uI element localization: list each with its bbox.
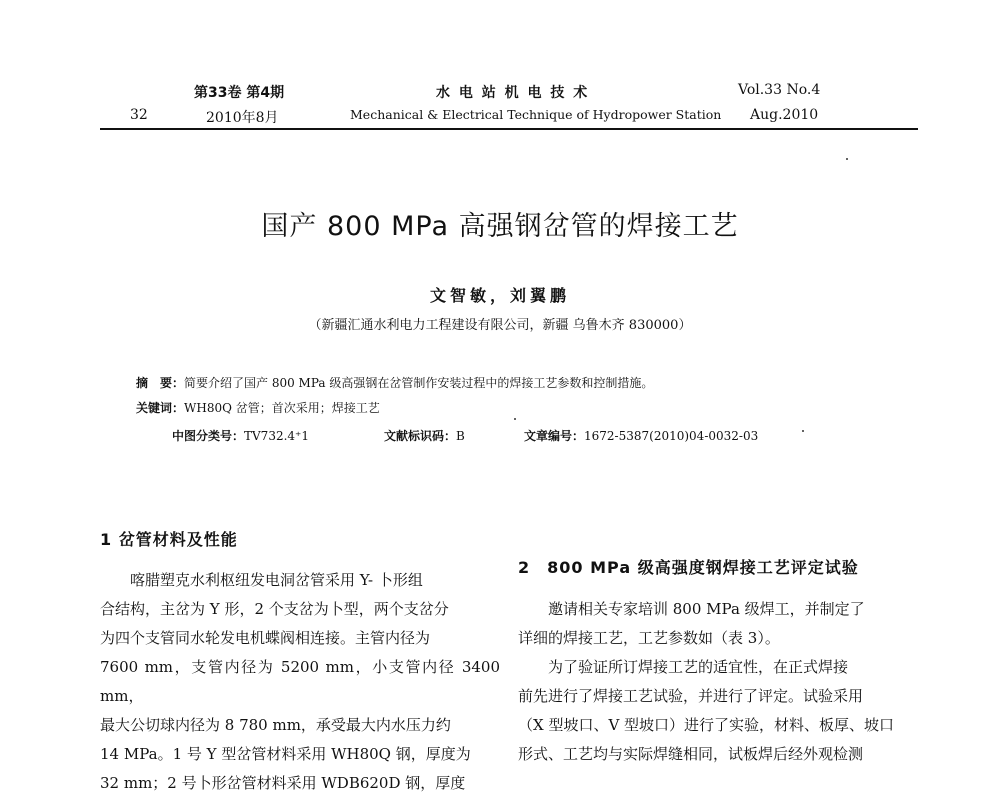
keywords-label: 关键词：	[136, 401, 185, 415]
body-line: 邀请相关专家培训 800 MPa 级焊工，并制定了	[548, 600, 865, 618]
abstract-label: 摘 要：	[136, 376, 185, 390]
body-line: 为四个支管同水轮发电机蝶阀相连接。主管内径为	[100, 629, 431, 647]
article-title: 国产 800 MPa 高强钢岔管的焊接工艺	[261, 211, 739, 242]
keywords-text: WH80Q 岔管；首次采用；焊接工艺	[184, 401, 380, 415]
document-code-value: B	[456, 429, 465, 443]
article-number-value: 1672-5387(2010)04-0032-03	[584, 429, 759, 443]
abstract	[136, 374, 653, 391]
header-date-en: Aug.2010	[750, 107, 819, 123]
article-affiliation: （新疆汇通水利电力工程建设有限公司，新疆 乌鲁木齐 830000）	[308, 318, 692, 333]
article-number-label: 文章编号：	[524, 429, 585, 443]
clc-value: TV732.4⁺1	[244, 429, 310, 443]
header-volume-issue-en: Vol.33 No.4	[738, 82, 821, 98]
body-line: 最大公切球内径为 8 780 mm，承受最大内水压力约	[100, 716, 451, 734]
header-page-number: 32	[130, 107, 148, 123]
header-date-cn: 2010年8月	[206, 110, 279, 126]
body-line: 前先进行了焊接工艺试验，并进行了评定。试验采用	[518, 687, 864, 705]
article-number	[524, 427, 758, 444]
body-line: （X 型坡口、V 型坡口）进行了实验，材料、板厚、坡口	[518, 716, 895, 734]
document-code	[384, 427, 465, 444]
section-2-body	[518, 595, 918, 769]
body-line: 合结构，主岔为 Y 形，2 个支岔为卜型，两个支岔分	[100, 600, 449, 618]
clc-label: 中图分类号：	[172, 429, 245, 443]
section-1-body	[100, 566, 500, 798]
body-line: 32 mm；2 号卜形岔管材料采用 WDB620D 钢，厚度	[100, 774, 466, 792]
body-line: 详细的焊接工艺，工艺参数如（表 3）。	[518, 629, 780, 647]
scan-speck	[846, 158, 848, 160]
body-line: 形式、工艺均与实际焊缝相同，试板焊后经外观检测	[518, 745, 864, 763]
body-line: 为了验证所订焊接工艺的适宜性，在正式焊接	[548, 658, 849, 676]
document-code-label: 文献标识码：	[384, 429, 457, 443]
body-line: 14 MPa。1 号 Y 型岔管材料采用 WH80Q 钢，厚度为	[100, 745, 471, 763]
body-line: 7600 mm，支管内径为 5200 mm，小支管内径 3400 mm，	[100, 658, 500, 705]
header-rule	[100, 128, 918, 130]
scan-speck	[802, 430, 804, 432]
header-journal-name-en: Mechanical & Electrical Technique of Hydropower Station	[350, 107, 722, 122]
clc-number	[172, 427, 309, 444]
body-line: 喀腊塑克水利枢纽发电洞岔管采用 Y- 卜形组	[130, 571, 423, 589]
abstract-text: 简要介绍了国产 800 MPa 级高强钢在岔管制作安装过程中的焊接工艺参数和控制措施。	[184, 376, 654, 390]
header-journal-name-cn: 水 电 站 机 电 技 术	[436, 85, 590, 101]
keywords	[136, 399, 380, 416]
article-authors: 文智敏，刘翼鹏	[429, 286, 570, 305]
scan-speck	[514, 418, 516, 420]
section-2-heading: 2 800 MPa 级高强度钢焊接工艺评定试验	[518, 558, 859, 577]
header-volume-issue-cn: 第33卷 第4期	[194, 85, 285, 101]
section-1-heading: 1 岔管材料及性能	[100, 530, 238, 549]
